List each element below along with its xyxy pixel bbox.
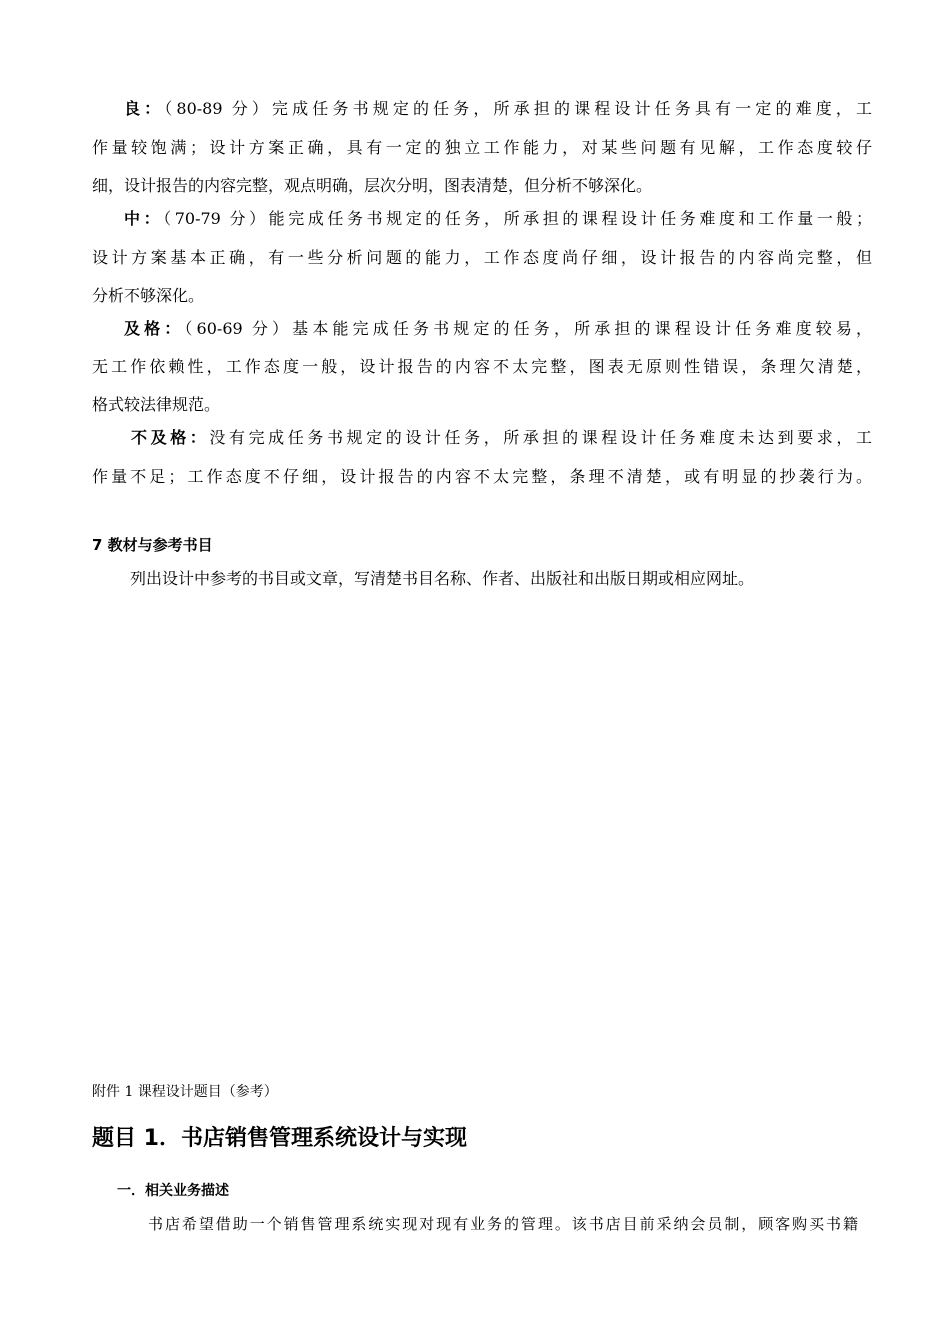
grade-medium-line-2: 设计方案基本正确，有一些分析问题的能力，工作态度尚仔细，设计报告的内容尚完整，但 bbox=[92, 248, 872, 267]
grade-pass-line-2: 无工作依赖性，工作态度一般，设计报告的内容不太完整，图表无原则性错误，条理欠清楚， bbox=[92, 357, 872, 376]
grade-fail-label: 不及格： bbox=[131, 428, 210, 447]
grade-good-line-2: 作量较饱满；设计方案正确，具有一定的独立工作能力，对某些问题有见解，工作态度较仔 bbox=[92, 138, 872, 157]
grade-medium-line-3: 分析不够深化。 bbox=[92, 286, 205, 305]
business-description-heading: 一．相关业务描述 bbox=[117, 1183, 229, 1199]
grade-good-label: 良： bbox=[124, 99, 165, 118]
grade-medium-line-1 bbox=[124, 208, 872, 230]
grade-pass-text-1: （60-69 分）基本能完成任务书规定的任务，所承担的课程设计任务难度较易， bbox=[184, 319, 872, 338]
grade-medium-text-1: （70-79 分）能完成任务书规定的任务，所承担的课程设计任务难度和工作量一般； bbox=[163, 209, 872, 228]
grade-fail-line-2: 作量不足；工作态度不仔细，设计报告的内容不太完整，条理不清楚，或有明显的抄袭行为。 bbox=[92, 467, 872, 486]
business-description-text: 书店希望借助一个销售管理系统实现对现有业务的管理。该书店目前采纳会员制，顾客购买书籍 bbox=[148, 1215, 858, 1233]
section-7-text: 列出设计中参考的书目或文章，写清楚书目名称、作者、出版社和出版日期或相应网址。 bbox=[130, 569, 755, 588]
topic-title: 题目 1．书店销售管理系统设计与实现 bbox=[92, 1126, 467, 1151]
grade-pass-line-3: 格式较法律规范。 bbox=[92, 395, 221, 414]
section-7-heading: 7 教材与参考书目 bbox=[92, 536, 213, 554]
grade-good-text-1: （80-89 分）完成任务书规定的任务，所承担的课程设计任务具有一定的难度，工 bbox=[164, 99, 872, 118]
grade-medium-label: 中： bbox=[124, 209, 164, 228]
grade-pass-label: 及格： bbox=[124, 319, 185, 338]
grade-fail-text-1: 没有完成任务书规定的设计任务，所承担的课程设计任务难度未达到要求，工 bbox=[209, 428, 872, 447]
grade-pass-line-1 bbox=[124, 318, 872, 340]
grade-fail-line-1 bbox=[131, 427, 872, 449]
appendix-label: 附件 1 课程设计题目（参考） bbox=[92, 1084, 278, 1100]
grade-good-line-1 bbox=[124, 98, 872, 120]
grade-good-line-3: 细，设计报告的内容完整，观点明确，层次分明，图表清楚，但分析不够深化。 bbox=[92, 176, 653, 195]
